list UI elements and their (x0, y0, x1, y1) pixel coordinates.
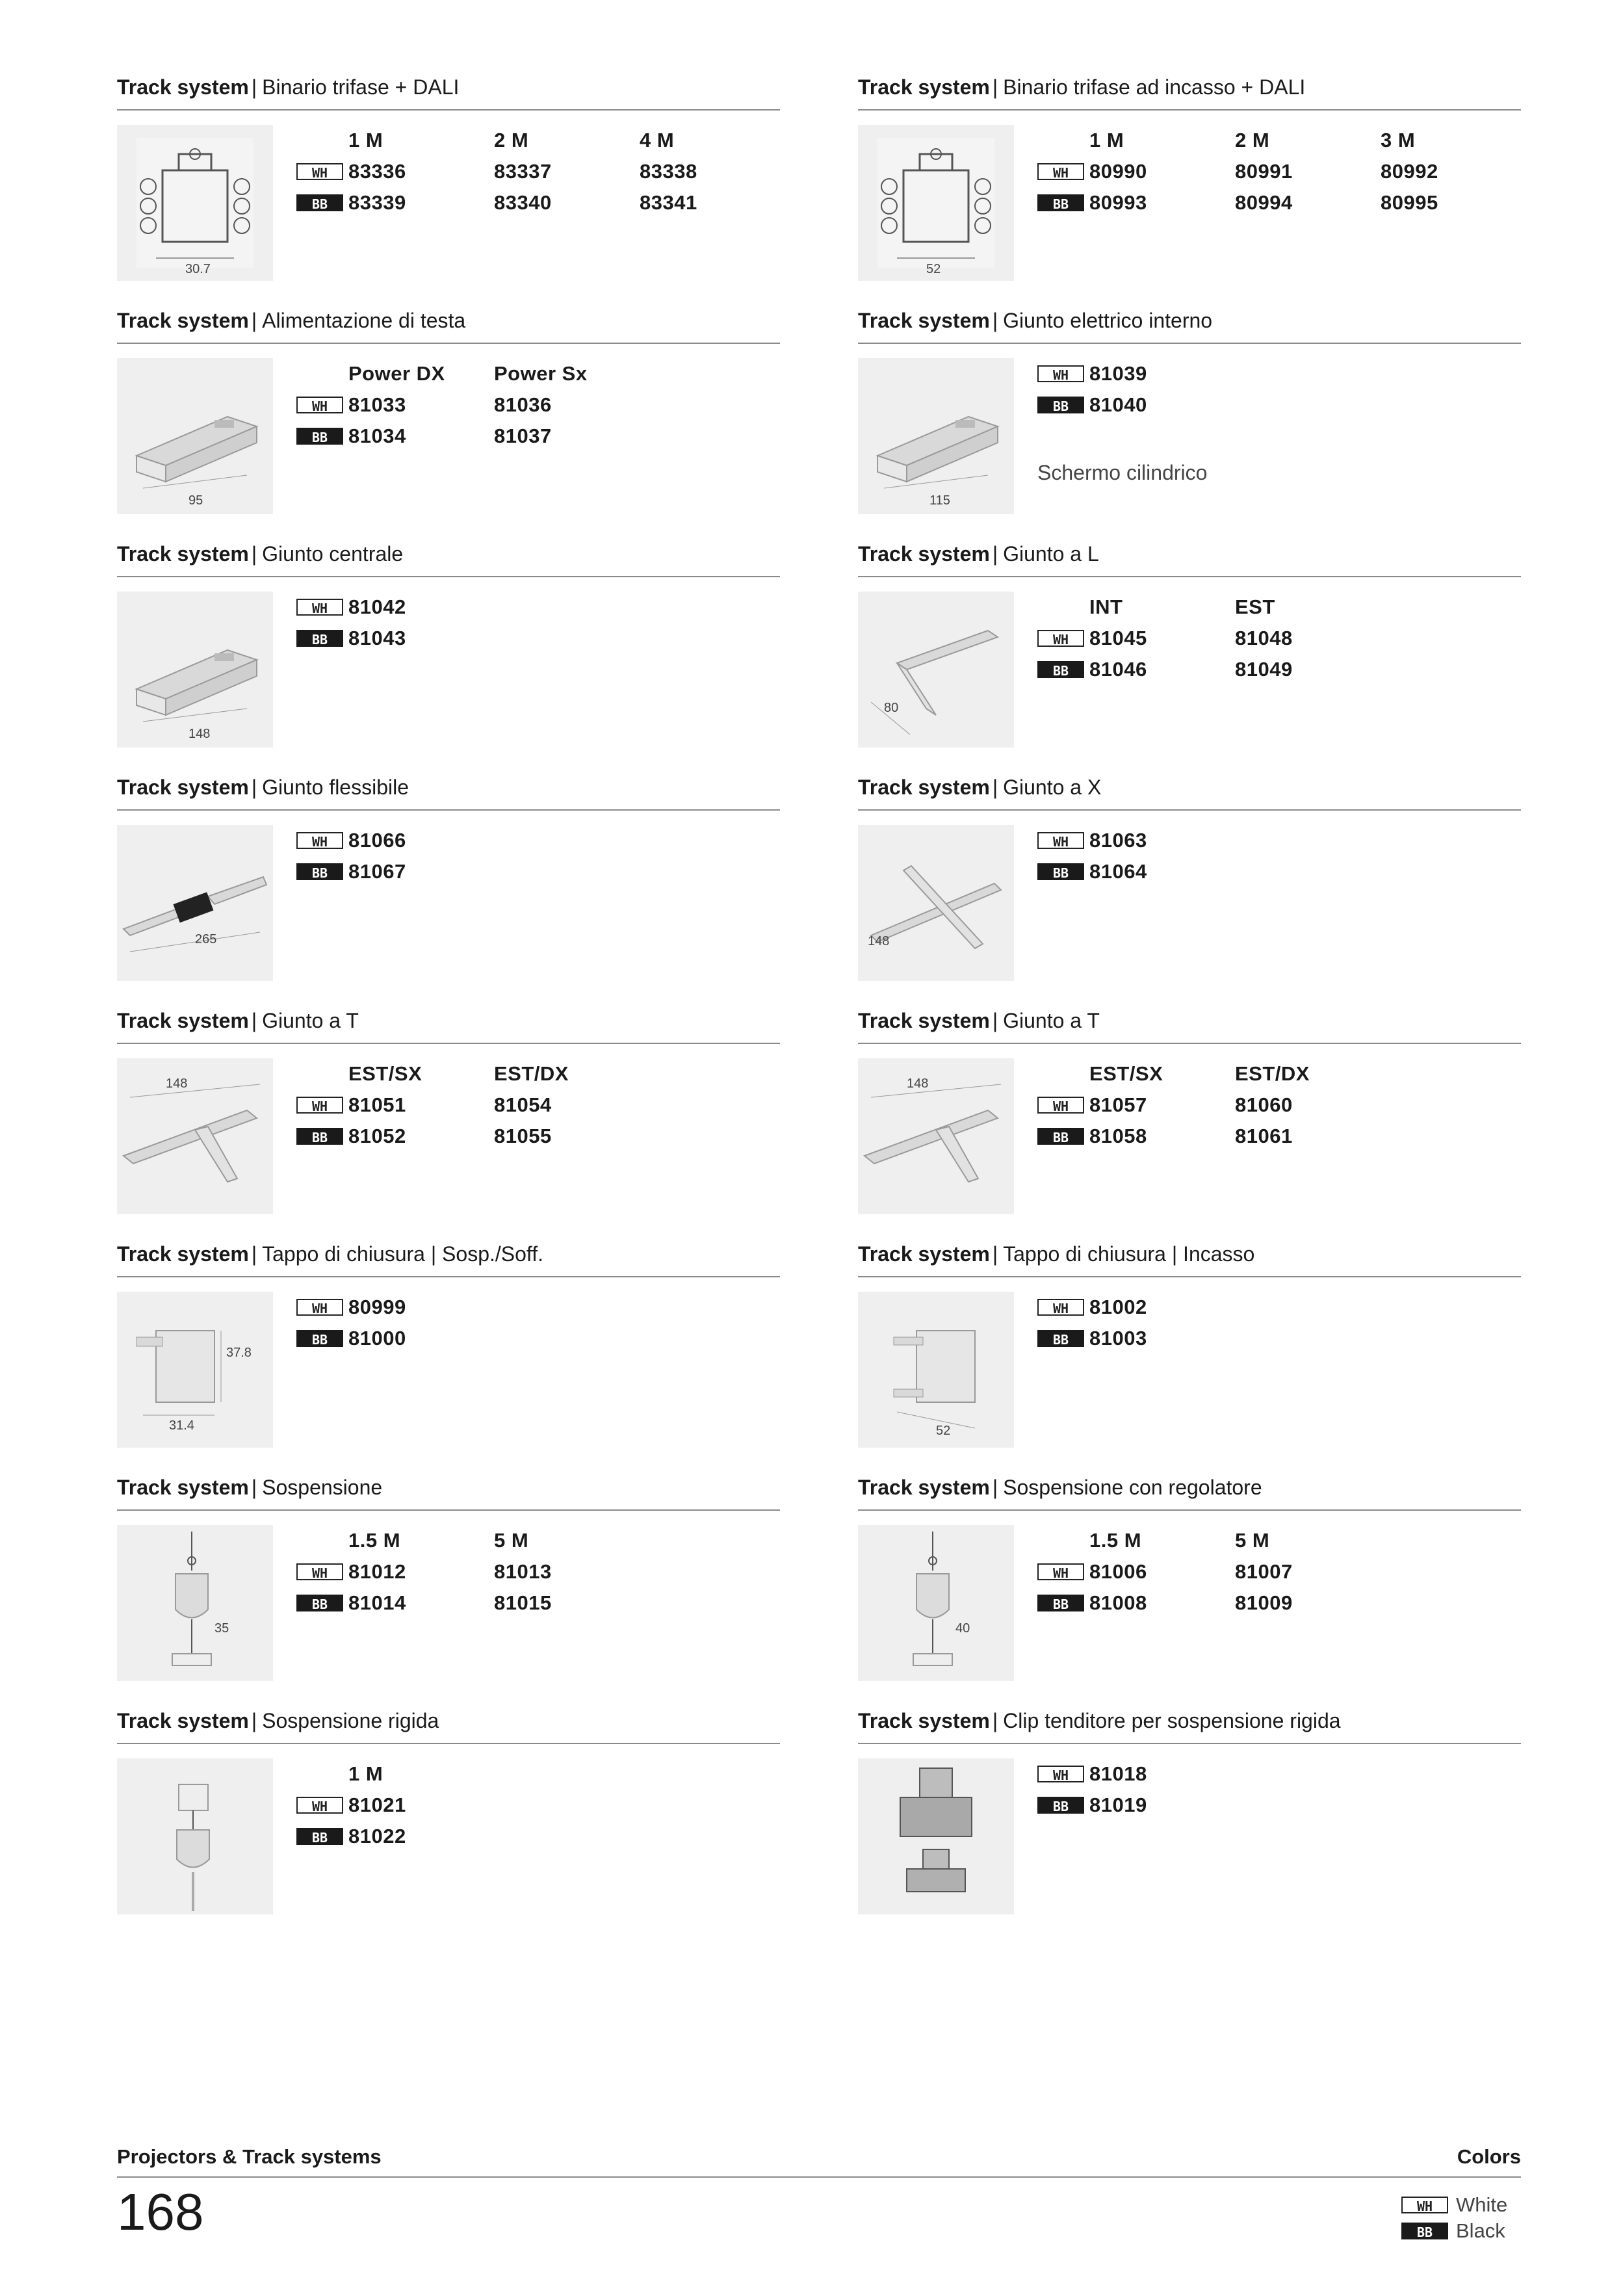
product-code: 81049 (1235, 658, 1293, 681)
product-code: 81007 (1235, 1560, 1293, 1583)
title-separator: | (992, 542, 998, 566)
section-subtitle: Binario trifase + DALI (262, 75, 460, 99)
code-row-bb (1037, 1323, 1505, 1354)
product-image-t-connector (858, 1058, 1014, 1214)
product-image-suspension (117, 1525, 273, 1681)
variant-header: 1 M (1089, 129, 1124, 151)
code-row-wh (1037, 825, 1505, 856)
product-image-end-cap-recessed (858, 1292, 1014, 1448)
product-code: 83340 (494, 191, 552, 214)
code-table (1037, 1058, 1505, 1152)
product-code: 81066 (348, 829, 406, 852)
product-code: 81009 (1235, 1591, 1293, 1614)
product-section (117, 1705, 780, 1938)
bb-badge: BB (296, 863, 343, 880)
code-table (1037, 358, 1505, 421)
code-table (296, 125, 764, 218)
product-section (858, 772, 1521, 1005)
code-table-header (1037, 1525, 1505, 1556)
code-table-header (296, 1525, 764, 1556)
svg-text:40: 40 (955, 1621, 970, 1636)
code-table-header (1037, 125, 1505, 156)
product-code: 81019 (1089, 1794, 1147, 1816)
product-code: 81012 (348, 1560, 406, 1583)
section-subtitle: Tappo di chiusura | Incasso (1003, 1242, 1255, 1266)
product-code: 80999 (348, 1296, 406, 1318)
product-image-rigid-suspension (117, 1758, 273, 1914)
wh-badge: WH (1037, 163, 1084, 180)
product-image-internal-connector (858, 358, 1014, 514)
code-row-bb (1037, 1790, 1505, 1821)
section-subtitle: Sospensione (262, 1476, 383, 1499)
code-table (296, 1758, 764, 1852)
bb-badge: BB (1401, 2223, 1448, 2239)
product-section (117, 538, 780, 772)
product-note: Schermo cilindrico (1037, 461, 1208, 484)
product-code: 81014 (348, 1591, 406, 1614)
section-subtitle: Giunto a T (1003, 1009, 1100, 1032)
variant-header: 1 M (348, 1762, 383, 1785)
bb-badge: BB (1037, 1330, 1084, 1347)
code-row-wh (296, 592, 764, 623)
product-code: 81063 (1089, 829, 1147, 852)
section-subtitle: Giunto a T (262, 1009, 359, 1032)
title-separator: | (992, 776, 998, 799)
section-title (117, 1472, 780, 1511)
product-image-suspension-adjuster (858, 1525, 1014, 1681)
product-image-straight-connector (117, 592, 273, 748)
footer-divider (117, 2176, 1521, 2178)
product-code: 81006 (1089, 1560, 1147, 1583)
bb-badge: BB (1037, 661, 1084, 678)
wh-badge: WH (296, 832, 343, 849)
product-code: 81064 (1089, 860, 1147, 883)
variant-header: 3 M (1381, 129, 1416, 151)
section-category: Track system (858, 1242, 990, 1266)
product-code: 81021 (348, 1794, 406, 1816)
product-code: 81002 (1089, 1296, 1147, 1318)
legend-item-white (1401, 2192, 1521, 2218)
title-separator: | (251, 542, 257, 566)
code-table (296, 1525, 764, 1619)
footer-category: Projectors & Track systems (117, 2145, 382, 2168)
section-title (858, 1472, 1521, 1511)
wh-badge: WH (1037, 365, 1084, 382)
code-table (1037, 1292, 1505, 1354)
code-row-wh (296, 389, 764, 421)
section-title (858, 538, 1521, 577)
product-image-wiring-diagram-recessed (858, 125, 1014, 281)
wh-badge: WH (1401, 2197, 1448, 2213)
section-category: Track system (858, 776, 990, 799)
product-code: 81040 (1089, 393, 1147, 416)
bb-badge: BB (296, 630, 343, 647)
title-separator: | (992, 75, 998, 99)
title-separator: | (992, 1709, 998, 1732)
section-subtitle: Clip tenditore per sospensione rigida (1003, 1709, 1341, 1732)
product-code: 81048 (1235, 627, 1293, 649)
code-table-header (296, 358, 764, 389)
svg-text:115: 115 (929, 493, 950, 508)
svg-text:30.7: 30.7 (185, 262, 211, 276)
code-table-header (1037, 1058, 1505, 1089)
wh-badge: WH (1037, 832, 1084, 849)
code-table (1037, 825, 1505, 887)
section-category: Track system (858, 1476, 990, 1499)
title-separator: | (251, 1476, 257, 1499)
product-code: 81037 (494, 424, 552, 447)
variant-header: 1 M (348, 129, 383, 151)
code-table (1037, 592, 1505, 685)
product-image-end-cap (117, 1292, 273, 1448)
product-code: 81052 (348, 1125, 406, 1147)
code-row-bb (296, 1323, 764, 1354)
svg-text:95: 95 (188, 493, 203, 508)
product-code: 80994 (1235, 191, 1293, 214)
code-table (296, 825, 764, 887)
wh-badge: WH (1037, 1563, 1084, 1580)
product-section (858, 1238, 1521, 1472)
variant-header: 2 M (494, 129, 529, 151)
product-code: 81022 (348, 1825, 406, 1847)
product-code: 81013 (494, 1560, 552, 1583)
product-code: 83338 (640, 160, 697, 183)
code-row-bb (296, 623, 764, 654)
svg-text:148: 148 (166, 1076, 188, 1091)
product-section (117, 1472, 780, 1705)
product-code: 81000 (348, 1327, 406, 1350)
section-category: Track system (858, 75, 990, 99)
product-image-l-connector (858, 592, 1014, 748)
code-row-bb (296, 1821, 764, 1852)
section-title (117, 305, 780, 344)
section-category: Track system (117, 1709, 249, 1732)
section-category: Track system (117, 1476, 249, 1499)
product-code: 80995 (1381, 191, 1438, 214)
title-separator: | (251, 1242, 257, 1266)
product-code: 81060 (1235, 1093, 1293, 1116)
code-row-bb (296, 187, 764, 218)
code-row-wh (296, 825, 764, 856)
product-code: 81055 (494, 1125, 552, 1147)
bb-badge: BB (296, 194, 343, 211)
variant-header: Power Sx (494, 362, 588, 385)
variant-header: 4 M (640, 129, 675, 151)
product-code: 81015 (494, 1591, 552, 1614)
variant-header: 1.5 M (348, 1529, 401, 1552)
product-code: 81003 (1089, 1327, 1147, 1350)
code-table (1037, 125, 1505, 218)
product-section (858, 72, 1521, 305)
code-row-bb (1037, 1121, 1505, 1152)
color-legend (1401, 2192, 1521, 2244)
bb-badge: BB (296, 1330, 343, 1347)
product-section (858, 1705, 1521, 1938)
product-code: 81046 (1089, 658, 1147, 681)
wh-badge: WH (296, 1299, 343, 1316)
svg-text:37.8: 37.8 (226, 1346, 252, 1360)
code-table-header (296, 125, 764, 156)
code-row-bb (1037, 389, 1505, 421)
product-section (117, 772, 780, 1005)
svg-text:148: 148 (188, 727, 211, 741)
svg-text:148: 148 (868, 934, 890, 948)
svg-text:35: 35 (214, 1621, 229, 1636)
product-code: 80990 (1089, 160, 1147, 183)
code-table (296, 1058, 764, 1152)
code-row-wh (296, 1556, 764, 1587)
section-category: Track system (858, 1009, 990, 1032)
bb-badge: BB (296, 1828, 343, 1845)
section-category: Track system (117, 776, 249, 799)
product-code: 81033 (348, 393, 406, 416)
variant-header: EST/SX (348, 1062, 422, 1085)
wh-badge: WH (296, 397, 343, 413)
code-row-wh (1037, 156, 1505, 187)
code-row-wh (1037, 1292, 1505, 1323)
product-code: 81036 (494, 393, 552, 416)
product-section (117, 72, 780, 305)
svg-text:148: 148 (907, 1076, 929, 1091)
section-category: Track system (858, 542, 990, 566)
wh-badge: WH (1037, 1097, 1084, 1114)
title-separator: | (992, 1009, 998, 1032)
product-code: 81042 (348, 595, 406, 618)
variant-header: INT (1089, 595, 1123, 618)
section-subtitle: Tappo di chiusura | Sosp./Soff. (262, 1242, 543, 1266)
section-title (117, 1238, 780, 1277)
code-row-wh (296, 156, 764, 187)
left-column (117, 72, 780, 1938)
product-code: 81018 (1089, 1762, 1147, 1785)
variant-header: Power DX (348, 362, 445, 385)
wh-badge: WH (296, 1797, 343, 1814)
code-row-bb (296, 421, 764, 452)
code-row-bb (1037, 1587, 1505, 1619)
legend-label: White (1456, 2193, 1508, 2216)
bb-badge: BB (1037, 397, 1084, 413)
product-code: 83337 (494, 160, 552, 183)
product-code: 80992 (1381, 160, 1438, 183)
product-image-wiring-diagram-3-phase (117, 125, 273, 281)
svg-text:31.4: 31.4 (169, 1418, 194, 1433)
wh-badge: WH (296, 163, 343, 180)
section-category: Track system (858, 309, 990, 332)
product-section (858, 538, 1521, 772)
code-row-bb (296, 1587, 764, 1619)
title-separator: | (251, 1709, 257, 1732)
code-row-wh (1037, 623, 1505, 654)
variant-header: 5 M (494, 1529, 529, 1552)
product-section (117, 305, 780, 538)
variant-header: 2 M (1235, 129, 1270, 151)
section-category: Track system (117, 542, 249, 566)
section-title (117, 538, 780, 577)
section-subtitle: Sospensione rigida (262, 1709, 439, 1732)
bb-badge: BB (296, 1128, 343, 1145)
code-row-wh (1037, 1089, 1505, 1121)
product-section (117, 1238, 780, 1472)
product-image-tensioner-clip (858, 1758, 1014, 1914)
title-separator: | (251, 776, 257, 799)
product-code: 81034 (348, 424, 406, 447)
code-row-bb (296, 856, 764, 887)
legend-label: Black (1456, 2219, 1505, 2242)
product-section (858, 305, 1521, 538)
wh-badge: WH (296, 599, 343, 616)
section-title (117, 772, 780, 811)
code-table (1037, 1758, 1505, 1821)
section-category: Track system (117, 75, 249, 99)
wh-badge: WH (1037, 1766, 1084, 1782)
right-column (858, 72, 1521, 1938)
bb-badge: BB (296, 428, 343, 445)
code-table-header (296, 1758, 764, 1790)
product-code: 81051 (348, 1093, 406, 1116)
section-subtitle: Sospensione con regolatore (1003, 1476, 1262, 1499)
svg-text:265: 265 (195, 932, 217, 946)
product-image-t-connector (117, 1058, 273, 1214)
section-title (858, 1238, 1521, 1277)
section-category: Track system (117, 309, 249, 332)
product-code: 81057 (1089, 1093, 1147, 1116)
product-code: 81045 (1089, 627, 1147, 649)
svg-text:80: 80 (884, 701, 899, 715)
variant-header: EST/SX (1089, 1062, 1163, 1085)
product-image-flexible-connector (117, 825, 273, 981)
title-separator: | (251, 1009, 257, 1032)
code-table (296, 358, 764, 452)
code-table-header (1037, 592, 1505, 623)
code-row-wh (1037, 1556, 1505, 1587)
bb-badge: BB (1037, 1128, 1084, 1145)
section-category: Track system (117, 1242, 249, 1266)
product-code: 83341 (640, 191, 697, 214)
variant-header: EST (1235, 595, 1275, 618)
section-title (117, 72, 780, 111)
svg-text:52: 52 (926, 262, 941, 276)
bb-badge: BB (1037, 863, 1084, 880)
section-title (117, 1705, 780, 1744)
product-code: 81061 (1235, 1125, 1293, 1147)
wh-badge: WH (1037, 630, 1084, 647)
code-row-wh (296, 1292, 764, 1323)
page-number: 168 (117, 2183, 204, 2241)
product-code: 83336 (348, 160, 406, 183)
section-title (858, 1005, 1521, 1044)
code-row-wh (296, 1790, 764, 1821)
product-code: 80993 (1089, 191, 1147, 214)
product-image-end-feed (117, 358, 273, 514)
section-title (858, 772, 1521, 811)
product-code: 81008 (1089, 1591, 1147, 1614)
code-row-wh (296, 1089, 764, 1121)
code-row-bb (296, 1121, 764, 1152)
product-code: 81058 (1089, 1125, 1147, 1147)
wh-badge: WH (296, 1563, 343, 1580)
code-row-bb (1037, 187, 1505, 218)
section-title (117, 1005, 780, 1044)
title-separator: | (992, 1242, 998, 1266)
title-separator: | (251, 75, 257, 99)
title-separator: | (992, 1476, 998, 1499)
section-subtitle: Giunto a L (1003, 542, 1099, 566)
section-category: Track system (858, 1709, 990, 1732)
bb-badge: BB (1037, 1595, 1084, 1611)
product-code: 81054 (494, 1093, 552, 1116)
section-subtitle: Binario trifase ad incasso + DALI (1003, 75, 1306, 99)
colors-title: Colors (1457, 2145, 1521, 2168)
product-code: 83339 (348, 191, 406, 214)
product-image-x-connector (858, 825, 1014, 981)
product-code: 80991 (1235, 160, 1293, 183)
product-code: 81043 (348, 627, 406, 649)
code-table-header (296, 1058, 764, 1089)
wh-badge: WH (296, 1097, 343, 1114)
bb-badge: BB (1037, 194, 1084, 211)
variant-header: EST/DX (494, 1062, 569, 1085)
section-subtitle: Giunto centrale (262, 542, 404, 566)
svg-text:52: 52 (936, 1424, 951, 1438)
section-subtitle: Giunto a X (1003, 776, 1102, 799)
legend-item-black (1401, 2218, 1521, 2244)
section-subtitle: Alimentazione di testa (262, 309, 466, 332)
bb-badge: BB (296, 1595, 343, 1611)
product-section (858, 1472, 1521, 1705)
code-row-wh (1037, 358, 1505, 389)
product-section (858, 1005, 1521, 1238)
bb-badge: BB (1037, 1797, 1084, 1814)
section-title (858, 305, 1521, 344)
code-table (1037, 1525, 1505, 1619)
code-row-wh (1037, 1758, 1505, 1790)
section-title (858, 72, 1521, 111)
section-subtitle: Giunto flessibile (262, 776, 409, 799)
product-section (117, 1005, 780, 1238)
code-table (296, 1292, 764, 1354)
section-title (858, 1705, 1521, 1744)
variant-header: 1.5 M (1089, 1529, 1142, 1552)
section-subtitle: Giunto elettrico interno (1003, 309, 1213, 332)
code-row-bb (1037, 856, 1505, 887)
title-separator: | (992, 309, 998, 332)
product-code: 81067 (348, 860, 406, 883)
code-row-bb (1037, 654, 1505, 685)
product-code: 81039 (1089, 362, 1147, 385)
variant-header: 5 M (1235, 1529, 1270, 1552)
title-separator: | (251, 309, 257, 332)
wh-badge: WH (1037, 1299, 1084, 1316)
code-table (296, 592, 764, 654)
section-category: Track system (117, 1009, 249, 1032)
variant-header: EST/DX (1235, 1062, 1310, 1085)
